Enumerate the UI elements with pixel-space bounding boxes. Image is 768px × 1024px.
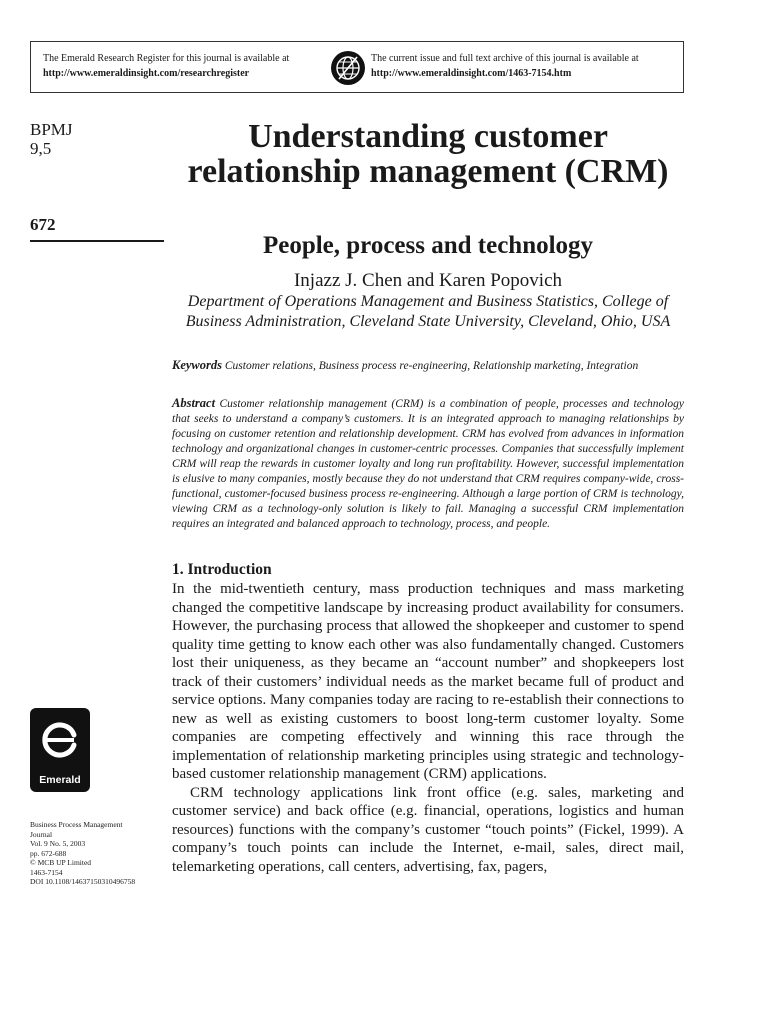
keywords-text: Customer relations, Business process re-engineering, Relationship marketing, Integration xyxy=(224,360,639,372)
research-register-link[interactable]: http://www.emeraldinsight.com/researchregister xyxy=(43,68,250,79)
journal-issn: 1463-7154 xyxy=(30,867,63,877)
full-text-archive-text: The current issue and full text archive of this journal is available at xyxy=(371,53,639,64)
article-subtitle: People, process and technology xyxy=(262,232,594,259)
page-number-rule xyxy=(30,240,164,242)
abstract-label: Abstract xyxy=(172,396,216,410)
journal-volume: 9,5 xyxy=(30,139,52,158)
research-register-text: The Emerald Research Register for this journal is available at xyxy=(43,53,290,64)
journal-copyright: © MCB UP Limited xyxy=(30,858,92,867)
journal-abbreviation-block xyxy=(30,120,73,158)
journal-citation-info xyxy=(30,820,160,887)
abstract-text: Customer relationship management (CRM) is a combination of people, processes and technology that seeks to understand a company’s customers. It is an integrated approach to managing relationships by focusing on customer retention and relationship development. CRM has evolved from advances in information technology and organizational changes in customer-centric processes. Companies that successfully implement CRM will reap the rewards in customer loyalty and long run profitability. However, successful implementation is elusive to many companies, mostly because they do not understand that CRM requires company-wide, cross-functional, customer-focused business process re-engineering. Although a large portion of CRM is technology, viewing CRM as a technology-only solution is likely to fail. Managing a successful CRM implementation requires an integrated and balanced approach to technology, process, and people. xyxy=(172,398,684,530)
journal-page-range: pp. 672-688 xyxy=(30,848,67,858)
full-text-archive-link[interactable]: http://www.emeraldinsight.com/1463-7154.htm xyxy=(371,68,572,79)
body-paragraph: CRM technology applications link front office (e.g. sales, marketing and customer service) and back office (e.g. financial, operations, logistics and human resources) functions with the company’s customer “touch points” (Fickel, 1999). A company’s touch points can include the Internet, e-mail, sales, direct mail, telemarketing operations, call centers, advertising, fax, pagers, xyxy=(172,784,684,875)
journal-volume-issue: Vol. 9 No. 5, 2003 xyxy=(30,839,86,848)
emerald-logo-icon xyxy=(30,708,90,774)
journal-abbreviation: BPMJ xyxy=(30,120,73,139)
research-register-notice xyxy=(43,51,289,81)
journal-doi[interactable]: DOI 10.1108/14637150310496758 xyxy=(30,877,136,886)
globe-icon xyxy=(330,50,366,86)
article-title: Understanding customer relationship management (CRM) xyxy=(187,118,669,190)
abstract-block xyxy=(172,396,684,532)
journal-name-line2: Journal xyxy=(30,829,53,839)
emerald-logo-text: Emerald xyxy=(39,774,81,786)
body-paragraph: In the mid-twentieth century, mass production techniques and mass marketing changed the competitive landscape by increasing product availability for consumers. However, the purchasing process that allowed the shopkeeper and customer to spend quality time getting to know each other was also fundamentally changed. Customers lost their uniqueness, as they became an “account number” and shopkeepers lost track of their customers’ individual needs as the market became full of product and service options. Many companies today are racing to re-establish their connections to new as well as existing customers to boost long-term customer loyalty. Some companies are competing effectively and winning this race through the implementation of relationship marketing principles using strategic and technology-based customer relationship management (CRM) applications. xyxy=(172,581,684,782)
journal-name-line1: Business Process Management xyxy=(30,820,123,829)
full-text-archive-notice xyxy=(371,51,639,81)
section-heading: 1. Introduction xyxy=(172,561,272,578)
journal-availability-banner xyxy=(30,41,684,93)
keywords-block xyxy=(172,358,684,374)
emerald-logo xyxy=(30,708,90,792)
author-affiliation: Department of Operations Management and Business Statistics, College of Business Administration, Cleveland State University, Cleveland, Ohio, USA xyxy=(185,293,671,330)
page-number: 672 xyxy=(30,215,56,234)
keywords-label: Keywords xyxy=(172,358,222,372)
article-authors: Injazz J. Chen and Karen Popovich xyxy=(293,270,563,291)
section-body xyxy=(172,580,684,876)
